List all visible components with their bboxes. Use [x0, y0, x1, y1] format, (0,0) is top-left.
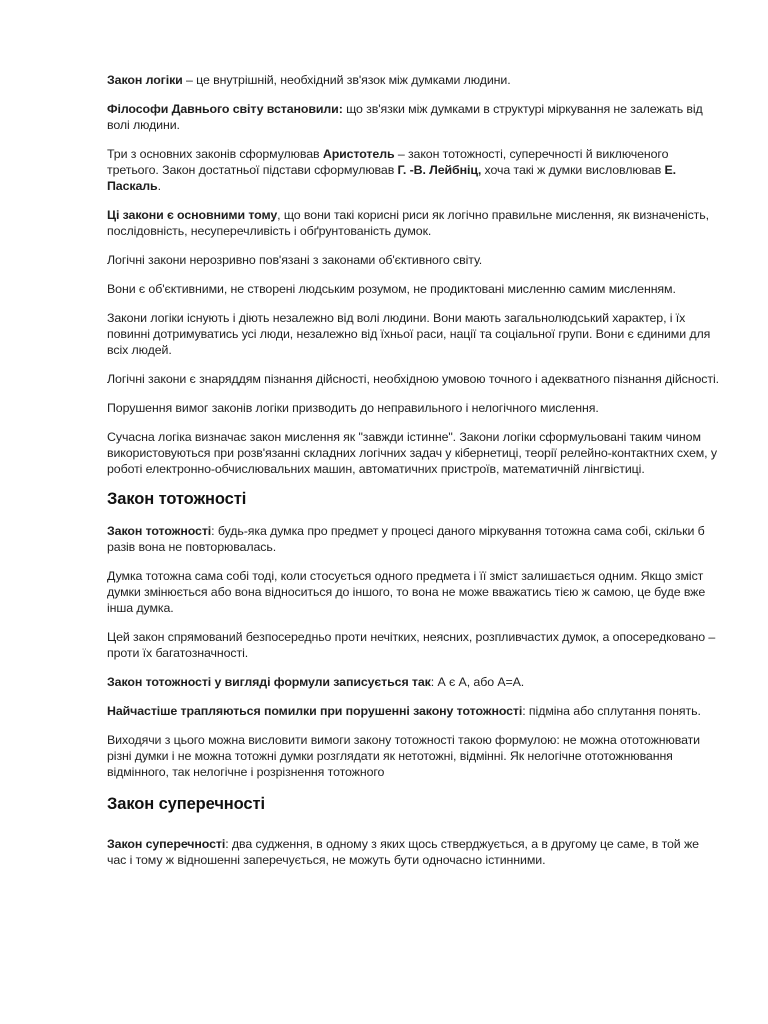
- paragraph-4: Ці закони є основними тому, що вони такі корисні риси як логічно правильне мислення, як визначеність, послідовність, несуперечливість і обґрунтованість думок.: [107, 208, 709, 238]
- paragraph-13: Цей закон спрямований безпосередньо проти нечітких, неясних, розпливчастих думок, а опосередковано – проти їх багатозначності.: [107, 630, 716, 660]
- section-heading-identity: Закон тотожності: [107, 490, 247, 508]
- paragraph-14: Закон тотожності у вигляді формули записується так: А є А, або А=А.: [107, 675, 525, 689]
- paragraph-6: Вони є об'єктивними, не створені людським розумом, не продиктовані мисленню самим мисленням.: [107, 282, 676, 296]
- paragraph-9: Порушення вимог законів логіки призводить до неправильного і нелогічного мислення.: [107, 401, 599, 415]
- paragraph-10: Сучасна логіка визначає закон мислення як "завжди істинне". Закони логіки сформульовані таким чином використовуються при розв'язанні складних логічних задач у кібернетиці, теорії релейно-контактних схем, у роботі електронно-обчислювальних машин, автоматичних пристроїв, математичній лінгвістиці.: [107, 430, 717, 476]
- paragraph-5: Логічні закони нерозривно пов'язані з законами об'єктивного світу.: [107, 253, 483, 267]
- paragraph-3: Три з основних законів сформулював Аристотель – закон тотожності, суперечності й виключеного третього. Закон достатньої підстави сформулював Г. -В. Лейбніц, хоча такі ж думки висловлював Е. Паскаль.: [107, 147, 677, 193]
- paragraph-8: Логічні закони є знаряддям пізнання дійсності, необхідною умовою точного і адекватного пізнання дійсності.: [107, 372, 719, 386]
- paragraph-16: Виходячи з цього можна висловити вимоги закону тотожності такою формулою: не можна ототожнювати різні думки і не можна тотожні думки розглядати як нетотожні, відмінні. Як нелогічне ототожнювання відмінного, так нелогічне і розрізнення тотожного: [107, 733, 700, 779]
- section-heading-contradiction: Закон суперечності: [107, 795, 265, 813]
- paragraph-12: Думка тотожна сама собі тоді, коли стосується одного предмета і її зміст залишається одним. Якщо зміст думки змінюється або вона відноситься до іншого, то вона не може вважатись тією ж самою, це буде вже інша думка.: [107, 569, 706, 615]
- paragraph-15: Найчастіше трапляються помилки при порушенні закону тотожності: підміна або сплутання понять.: [107, 704, 701, 718]
- paragraph-11: Закон тотожності: будь-яка думка про предмет у процесі даного міркування тотожна сама собі, скільки б разів вона не повторювалась.: [107, 524, 705, 554]
- paragraph-7: Закони логіки існують і діють незалежно від волі людини. Вони мають загальнолюдський характер, і їх повинні дотримуватись усі люди, незалежно від їхньої раси, нації та соціальної групи. Вони є єдиними для всіх людей.: [107, 311, 711, 357]
- document-body: [107, 72, 719, 868]
- paragraph-1: Закон логіки – це внутрішній, необхідний зв'язок між думками людини.: [107, 73, 511, 87]
- paragraph-2: Філософи Давнього світу встановили: що зв'язки між думками в структурі міркування не залежать від волі людини.: [107, 102, 703, 132]
- paragraph-17: Закон суперечності: два судження, в одному з яких щось стверджується, а в другому це саме, в той же час і тому ж відношенні заперечується, не можуть бути одночасно істинними.: [107, 837, 699, 867]
